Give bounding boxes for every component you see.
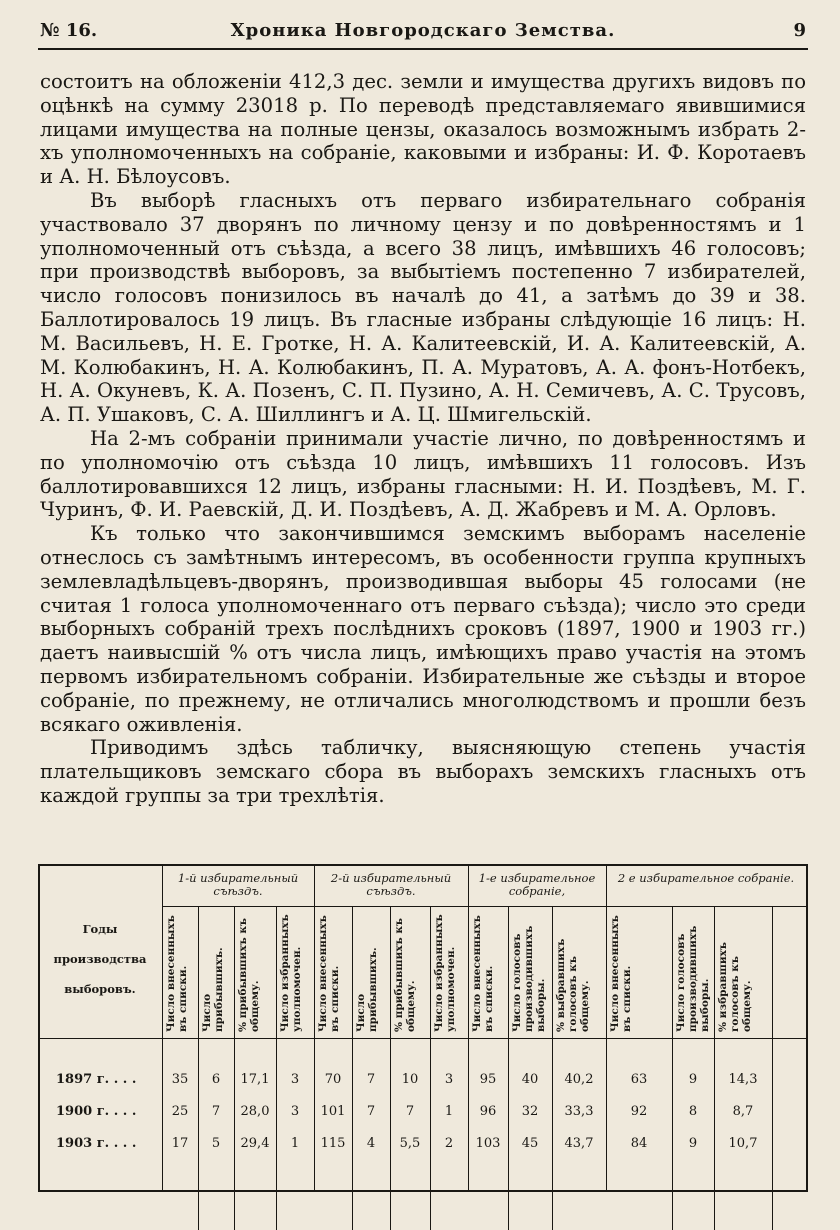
paragraph: Въ выборѣ гласныхъ отъ перваго избирательнаго собранія участвовало 37 дворянъ по личному цензу и по довѣренностямъ и 1 уполномоченный отъ съѣзда, а всего 38 лицъ, имѣвшихъ 46 голосовъ; при производствѣ выборовъ, за выбытіемъ постепенно 7 избирателей, число голосовъ понизилось въ началѣ до 41, а затѣмъ до 39 и 38. Баллотировалось 19 лицъ. Въ гласные избраны слѣдующіе 16 лицъ: Н. М. Васильевъ, Н. Е. Гротке, Н. А. Калитеевскій, И. А. Калитеевскій, А. М. Колюбакинъ, Н. А. Колюбакинъ, П. А. Муратовъ, А. А. фонъ-Нотбекъ, Н. А. Окуневъ, К. А. Позенъ, С. П. Пузино, А. Н. Семичевъ, А. С. Трусовъ, А. П. Ушаковъ, С. А. Шиллингъ и А. Ц. Шмигельскій. (40, 188, 806, 427)
table-cell: 7 (366, 1072, 376, 1087)
table-cell: 103 (475, 1136, 501, 1151)
group-label: 2 е избирательное собраніе. (617, 871, 795, 885)
table-cell: 2 (444, 1136, 454, 1151)
table-cell: 40 (521, 1072, 539, 1087)
table-cell: 95 (479, 1072, 497, 1087)
column-rule (772, 906, 773, 1230)
column-label: Число внесенныхъ въ списки. (471, 915, 495, 1032)
column-rule (508, 906, 509, 1230)
table-cell: 6 (211, 1072, 221, 1087)
row-year: 1897 г. . . . (56, 1072, 137, 1087)
column-label: % выбравшихъ голосовъ къ общему. (555, 938, 591, 1032)
group-label: 1-й избирательный съѣздъ. (177, 871, 299, 898)
body-text (40, 70, 806, 808)
table-cell: 43,7 (564, 1136, 594, 1151)
header-rule (38, 48, 808, 50)
issue-number: № 16. (40, 20, 98, 41)
group-label: 1-е избирательное собраніе, (478, 871, 596, 898)
column-label: Число избранныхъ уполномочен. (433, 914, 457, 1032)
table-cell: 32 (521, 1104, 539, 1119)
table-cell: 10 (401, 1072, 419, 1087)
table-cell: 92 (630, 1104, 648, 1119)
table-cell: 35 (171, 1072, 189, 1087)
table-cell: 25 (171, 1104, 189, 1119)
header-rule (40, 1038, 806, 1039)
table-cell: 3 (290, 1072, 300, 1087)
column-rule (430, 906, 431, 1230)
table-cell: 3 (290, 1104, 300, 1119)
column-label: Число голосовъ производившихъ выборы. (511, 925, 547, 1032)
table-cell: 45 (521, 1136, 539, 1151)
table-cell: 40,2 (564, 1072, 594, 1087)
group-label: 2-й избирательный съѣздъ. (330, 871, 452, 898)
column-rule (352, 906, 353, 1230)
table-cell: 7 (211, 1104, 221, 1119)
column-label: % прибывшихъ къ общему. (393, 918, 417, 1032)
column-label: Число прибывшихъ. (201, 947, 225, 1032)
table-cell: 4 (366, 1136, 376, 1151)
table-cell: 7 (405, 1104, 415, 1119)
group-header-rule (162, 906, 806, 907)
table-cell: 14,3 (728, 1072, 758, 1087)
table-cell: 7 (366, 1104, 376, 1119)
column-label: Число внесенныхъ въ списки. (609, 915, 633, 1032)
column-label: % избравшихъ голосовъ къ общему. (717, 942, 753, 1032)
journal-title: Хроника Новгородскаго Земства. (230, 20, 616, 41)
running-header (40, 20, 806, 46)
table-cell: 101 (320, 1104, 346, 1119)
elections-table (38, 864, 808, 1192)
paragraph: состоитъ на обложеніи 412,3 дес. земли и имущества другихъ видовъ по оцѣнкѣ на сумму 23018 р. По переводѣ представляемаго явившимися лицами имущества на полные цензы, оказалось возможнымъ избрать 2-хъ уполномоченныхъ на собраніе, каковыми и избраны: И. Ф. Коротаевъ и А. Н. Бѣлоусовъ. (40, 70, 806, 189)
table-cell: 8 (688, 1104, 698, 1119)
column-rule (552, 906, 553, 1230)
paragraph: Приводимъ здѣсь табличку, выясняющую степень участія плательщиковъ земскаго сбора въ выборахъ земскихъ гласныхъ отъ каждой группы за три трехлѣтія. (40, 736, 806, 807)
table-cell: 84 (630, 1136, 648, 1151)
table-cell: 17 (171, 1136, 189, 1151)
table-cell: 115 (320, 1136, 346, 1151)
table-cell: 70 (324, 1072, 342, 1087)
row-year: 1903 г. . . . (56, 1136, 137, 1151)
column-label: Число избранныхъ уполномочен. (279, 914, 303, 1032)
table-cell: 17,1 (240, 1072, 270, 1087)
table-cell: 1 (444, 1104, 454, 1119)
column-label: % прибывшихъ къ общему. (237, 918, 261, 1032)
row-year: 1900 г. . . . (56, 1104, 137, 1119)
table-cell: 29,4 (240, 1136, 270, 1151)
paragraph: На 2-мъ собраніи принимали участіе лично, по довѣренностямъ и по уполномочію отъ съѣзда 10 лицъ, имѣвшихъ 11 голосовъ. Изъ баллотировавшихся 12 лицъ, избраны гласными: Н. И. Поздѣевъ, М. Г. Чуринъ, Ф. И. Раевскій, Д. И. Поздѣевъ, А. Д. Жабревъ и М. А. Орловъ. (40, 426, 806, 522)
table-cell: 5 (211, 1136, 221, 1151)
column-rule (276, 906, 277, 1230)
table-cell: 63 (630, 1072, 648, 1087)
table-cell: 1 (290, 1136, 300, 1151)
table-cell: 8,7 (732, 1104, 754, 1119)
column-rule (234, 906, 235, 1230)
column-label: Число прибывшихъ. (355, 947, 379, 1032)
table-cell: 28,0 (240, 1104, 270, 1119)
row-header: Годы производства выборовъ. (53, 922, 147, 996)
table-cell: 10,7 (728, 1136, 758, 1151)
table-cell: 96 (479, 1104, 497, 1119)
table-cell: 9 (688, 1072, 698, 1087)
column-rule (198, 906, 199, 1230)
paragraph: Къ только что закончившимся земскимъ выборамъ населеніе отнеслось съ замѣтнымъ интересомъ, въ особенности группа крупныхъ землевладѣльцевъ-дворянъ, производившая выборы 45 голосами (не считая 1 голоса уполномоченнаго отъ перваго съѣзда); число это среди выборныхъ собраній трехъ послѣднихъ сроковъ (1897, 1900 и 1903 гг.) даетъ наивысшій % отъ числа лицъ, имѣющихъ право участія на этомъ первомъ избирательномъ собраніи. Избирательные же съѣзды и второе собраніе, по прежнему, не отличались многолюдствомъ и прошли безъ всякаго оживленія. (40, 522, 806, 736)
page-number: 9 (793, 20, 806, 41)
column-label: Число внесенныхъ въ списки. (165, 915, 189, 1032)
column-label: Число внесенныхъ въ списки. (317, 915, 341, 1032)
table-cell: 9 (688, 1136, 698, 1151)
column-label: Число голосовъ производившихъ выборы. (675, 925, 711, 1032)
table-cell: 3 (444, 1072, 454, 1087)
column-rule (672, 906, 673, 1230)
table-cell: 5,5 (399, 1136, 421, 1151)
column-rule (390, 906, 391, 1230)
table-cell: 33,3 (564, 1104, 594, 1119)
column-rule (714, 906, 715, 1230)
